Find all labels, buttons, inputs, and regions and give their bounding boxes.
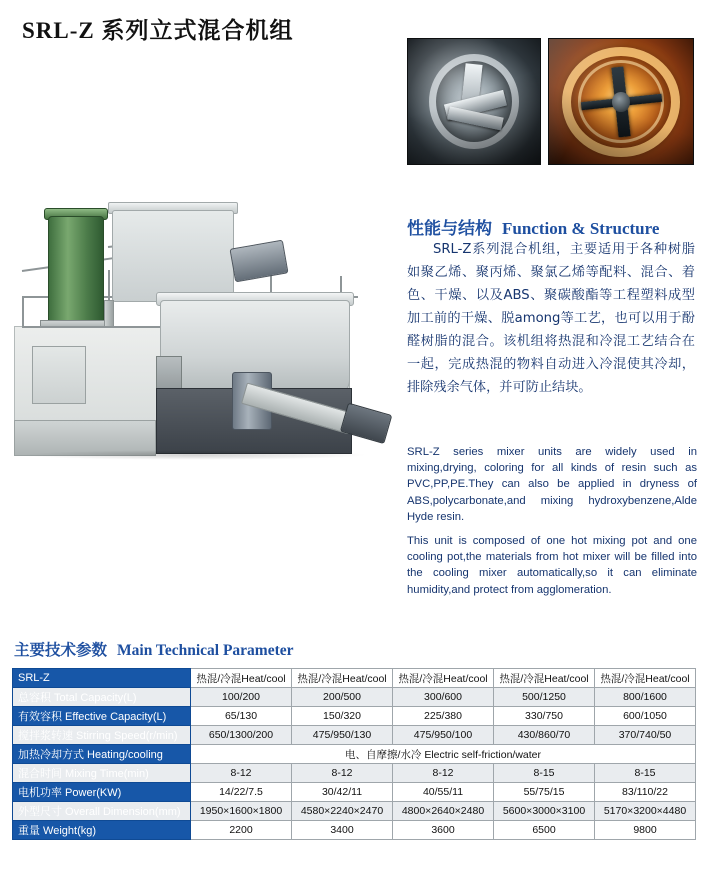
table-cell: 500/1250 [494,688,595,707]
table-cell: 8-12 [191,764,292,783]
table-cell: 8-12 [292,764,393,783]
column-header-cell: 热混/冷混Heat/cool [595,669,696,688]
table-row [13,745,696,764]
photo-vignette [408,39,540,164]
ground-shadow [18,450,368,460]
row-label: 重量 Weight(kg) [13,821,191,840]
copper-mixing-pot-photo [548,38,694,165]
table-cell: 475/950/100 [393,726,494,745]
column-header-cell: 热混/冷混Heat/cool [494,669,595,688]
table-cell: 150/320 [292,707,393,726]
row-label: 有效容积 Effective Capacity(L) [13,707,191,726]
hot-mixing-pot [112,210,234,302]
table-cell: 55/75/15 [494,783,595,802]
technical-parameters-table [12,668,696,840]
table-cell: 475/950/130 [292,726,393,745]
table-cell: 3400 [292,821,393,840]
table-cell: 40/55/11 [393,783,494,802]
page-title: SRL-Z 系列立式混合机组 [22,18,294,43]
table-row [13,726,696,745]
table-cell: 330/750 [494,707,595,726]
table-header-row [13,669,696,688]
table-cell: 14/22/7.5 [191,783,292,802]
function-structure-heading-cn: 性能与结构 [407,219,492,238]
table-row [13,707,696,726]
table-cell: 600/1050 [595,707,696,726]
table-cell: 9800 [595,821,696,840]
table-cell: 200/500 [292,688,393,707]
table-cell: 3600 [393,821,494,840]
platform-rail [22,326,172,328]
table-cell: 225/380 [393,707,494,726]
model-label-cell: SRL-Z [13,669,191,688]
table-cell: 4800×2640×2480 [393,802,494,821]
table-row [13,764,696,783]
table-cell: 5600×3000×3100 [494,802,595,821]
table-row [13,783,696,802]
table-cell: 65/130 [191,707,292,726]
parameters-heading-cn: 主要技术参数 [14,642,108,659]
cabinet-door [32,346,86,404]
table-cell: 4580×2240×2470 [292,802,393,821]
table-cell: 2200 [191,821,292,840]
table-cell-merged: 电、自摩擦/水冷 Electric self-friction/water [191,745,696,764]
table-row [13,688,696,707]
column-header-cell: 热混/冷混Heat/cool [191,669,292,688]
table-cell: 30/42/11 [292,783,393,802]
table-row [13,821,696,840]
table-cell: 1950×1600×1800 [191,802,292,821]
table-cell: 100/200 [191,688,292,707]
table-cell: 8-15 [595,764,696,783]
mixer-impeller-photo [407,38,541,165]
table-cell: 370/740/50 [595,726,696,745]
function-structure-body-en [407,444,697,606]
table-cell: 430/860/70 [494,726,595,745]
srl-z-vertical-mixer-unit-illustration [8,150,398,480]
row-label: 外型尺寸 Overall Dimension(mm) [13,802,191,821]
table-cell: 650/1300/200 [191,726,292,745]
row-label: 电机功率 Power(KW) [13,783,191,802]
row-label: 总容积 Total Capacity(L) [13,688,191,707]
parameters-heading [14,638,294,660]
table-row [13,802,696,821]
hot-mixer-motor [48,216,104,324]
function-structure-heading [407,214,659,239]
table-cell: 8-12 [393,764,494,783]
row-label: 加热冷却方式 Heating/cooling [13,745,191,764]
table-cell: 300/600 [393,688,494,707]
parameters-heading-en: Main Technical Parameter [117,642,294,659]
function-structure-body-en-p1: SRL-Z series mixer units are widely used in mixing,drying, coloring for all kinds of resin such as PVC,PP,PE.They can also be applied in dryness of ABS,polycarbonate,and mixing hydroxybenzene,Alde Hyde resin. [407,446,697,523]
column-header-cell: 热混/冷混Heat/cool [292,669,393,688]
function-structure-body-en-p2: This unit is composed of one hot mixing pot and one cooling pot,the materials from hot mixer will be filled into the cooling mixer automatically,so it can eliminate humidity,and protect from agglomeration. [407,535,697,596]
table-cell: 5170×3200×4480 [595,802,696,821]
photo-vignette [549,39,693,164]
row-label: 混合时间 Mixing Time(min) [13,764,191,783]
column-header-cell: 热混/冷混Heat/cool [393,669,494,688]
function-structure-heading-en: Function & Structure [502,219,660,238]
function-structure-body-cn: SRL-Z系列混合机组，主要适用于各种树脂如聚乙烯、聚丙烯、聚氯乙烯等配料、混合、着色、干燥、以及ABS、聚碳酸酯等工程塑料成型加工前的干燥、脱among等工艺，也可以用于酚醛树脂的混合。该机组将热混和冷混工艺结合在一起，完成热混的物料自动进入冷混使其冷却，排除残余气体，并可防止结块。 [407,242,695,395]
table-cell: 83/110/22 [595,783,696,802]
table-cell: 8-15 [494,764,595,783]
table-cell: 6500 [494,821,595,840]
table-cell: 800/1600 [595,688,696,707]
rail-post [22,296,24,330]
row-label: 搅拌浆转速 Stirring Speed(r/min) [13,726,191,745]
